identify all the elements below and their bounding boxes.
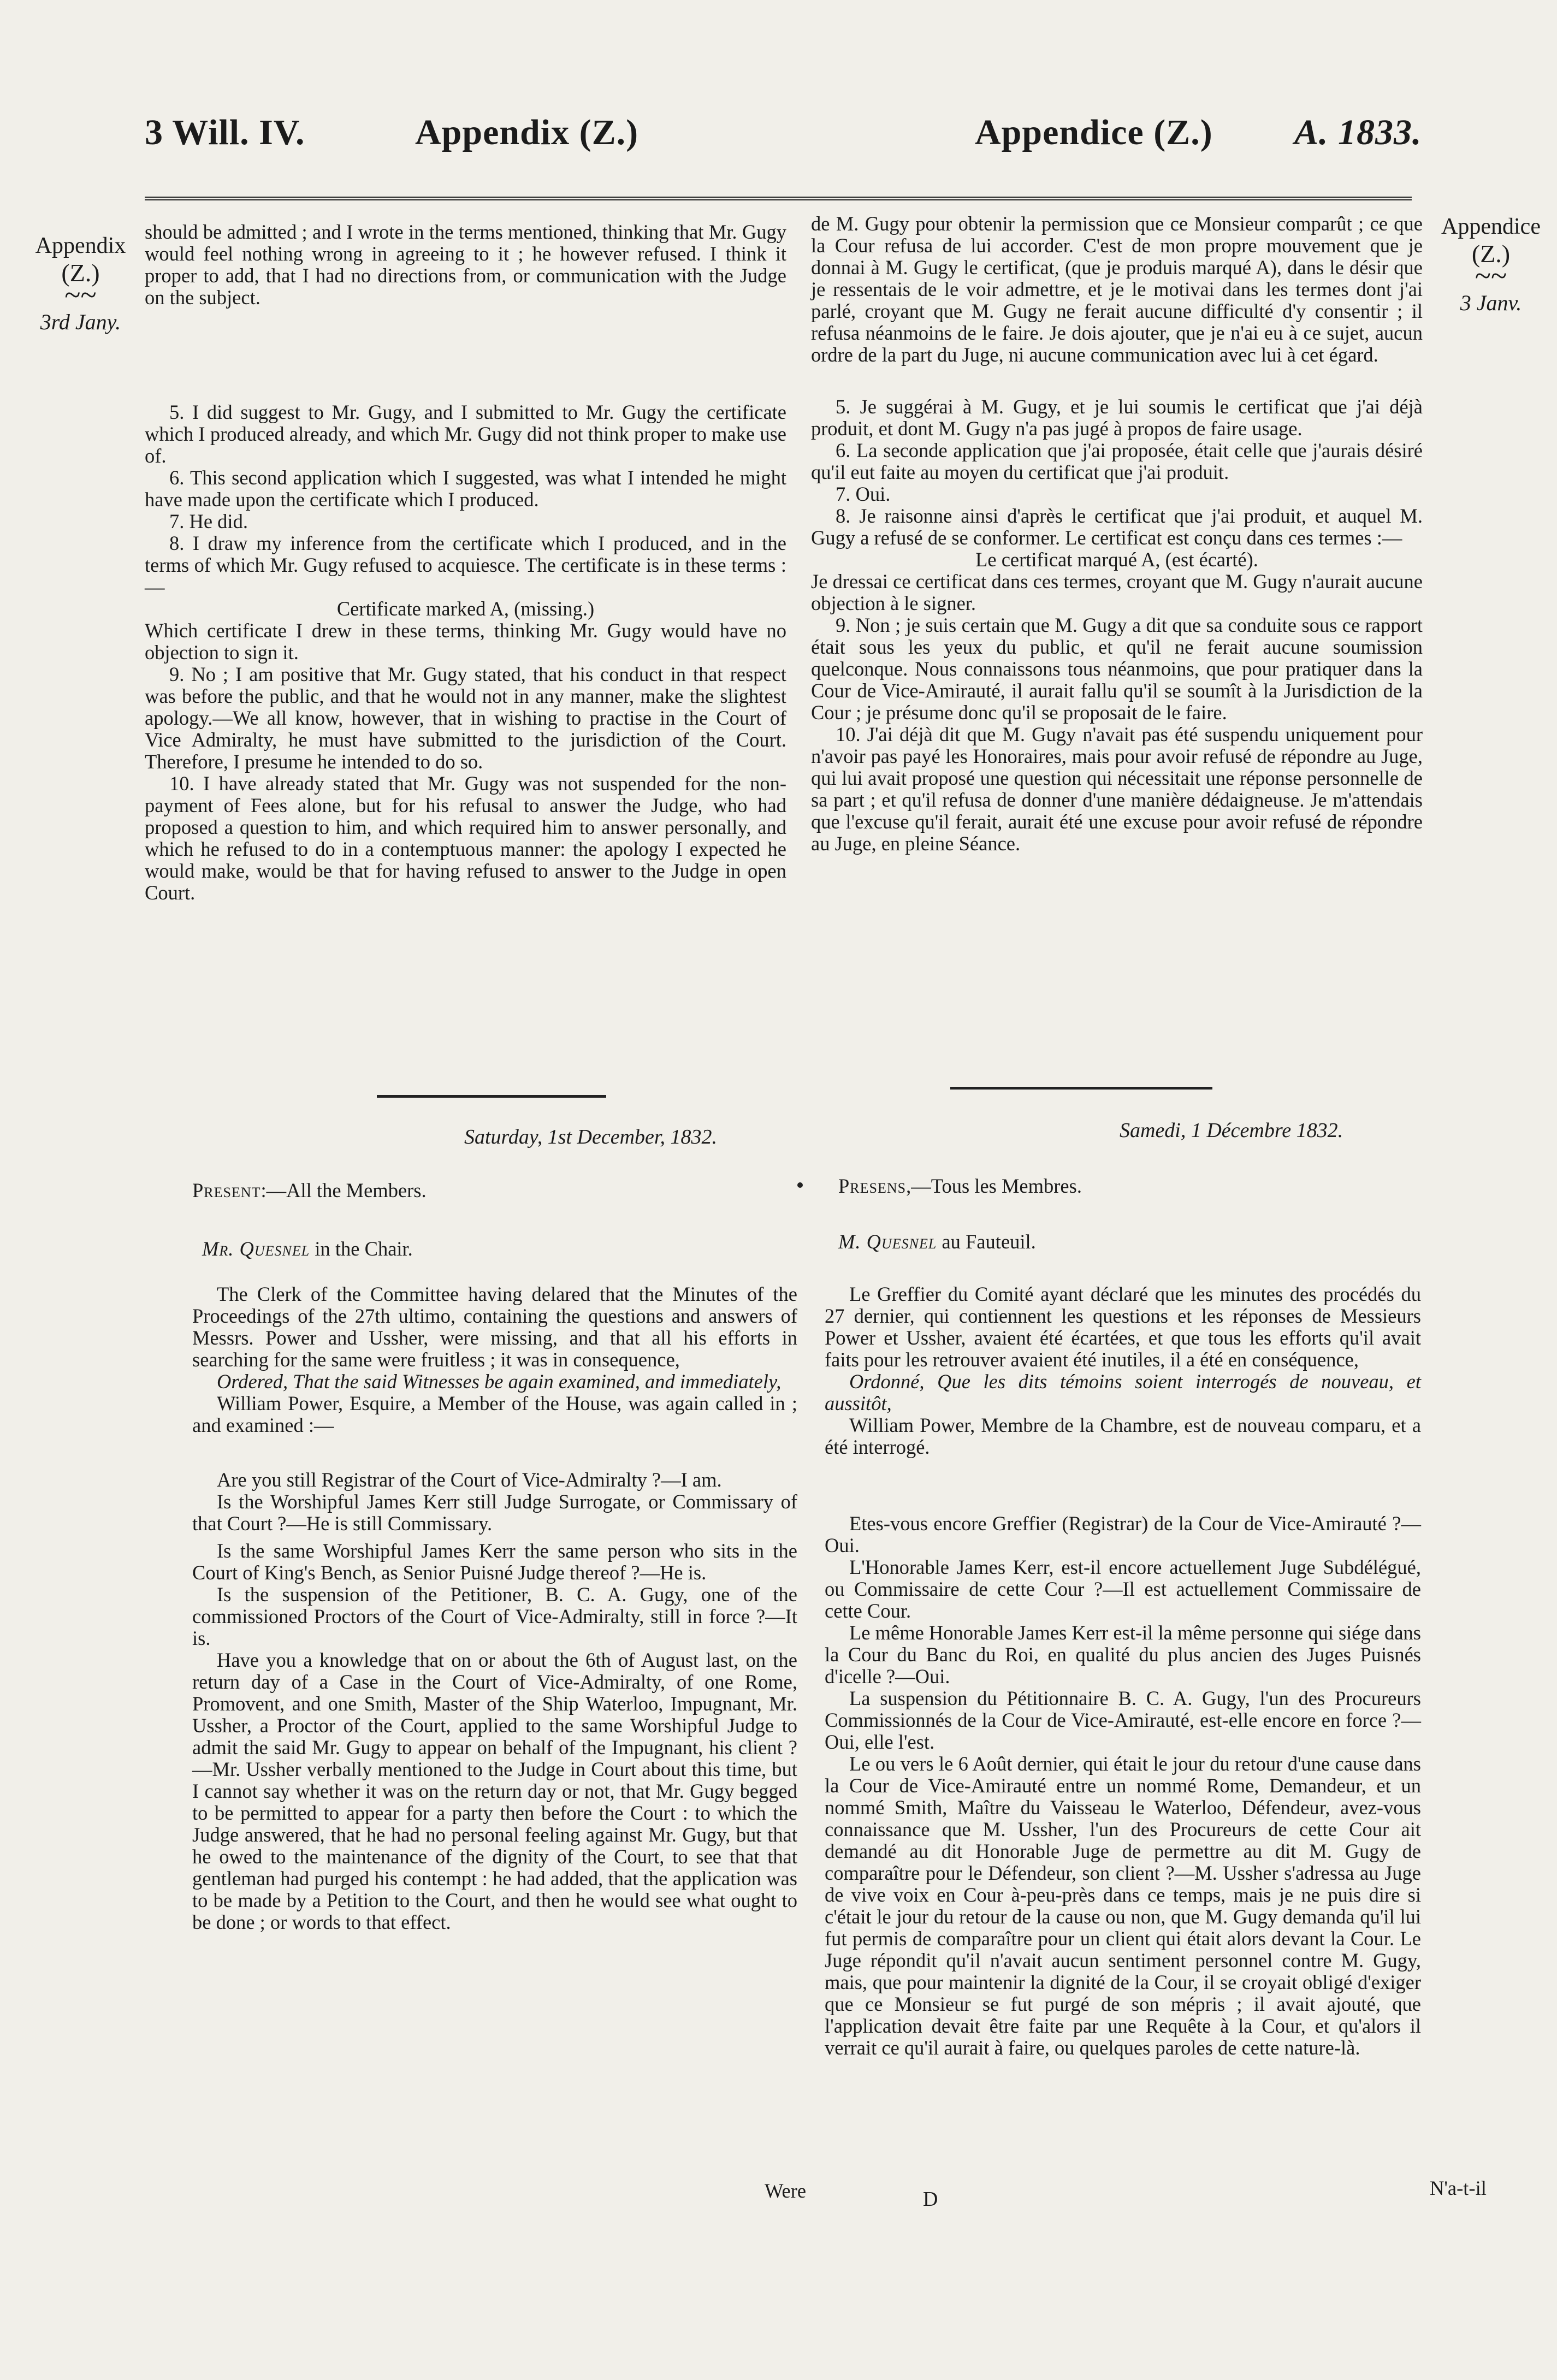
blank-space bbox=[811, 366, 1423, 396]
question: Is the same Worshipful James Kerr the same person who sits in the Court of King's Bench, as Senior Puisné Judge thereof ?—He is. bbox=[192, 1540, 797, 1584]
chair-name: M. Quesnel bbox=[838, 1230, 937, 1253]
paragraph: 8. Je raisonne ainsi d'après le certificat que j'ai produit, et auquel M. Gugy a refusé de se conformer. Le certificat est conçu dans ces termes :— bbox=[811, 505, 1423, 549]
chair-line-english bbox=[202, 1237, 413, 1260]
question: L'Honorable James Kerr, est-il encore actuellement Juge Subdélégué, ou Commissaire de cette Cour ?—Il est actuellement Commissaire de cette Cour. bbox=[825, 1556, 1421, 1622]
french-column-top bbox=[811, 213, 1423, 855]
margin-right-swash: ~~ bbox=[1475, 259, 1507, 292]
paragraph: 8. I draw my inference from the certificate which I produced, and in the terms of which Mr. Gugy refused to acquiesce. The certificate is in these terms :— bbox=[145, 532, 786, 598]
signature-mark: D bbox=[923, 2188, 938, 2211]
paragraph: 6. La seconde application que j'ai proposée, était celle que j'aurais désiré qu'il eut faite au moyen du certificat que j'ai produit. bbox=[811, 439, 1423, 483]
question: La suspension du Pétitionnaire B. C. A. Gugy, l'un des Procureurs Commissionnés de la Cour de Vice-Amirauté, est-elle encore en force ?—Oui, elle l'est. bbox=[825, 1687, 1421, 1753]
margin-left-date: 3rd Jany. bbox=[40, 310, 121, 334]
paragraph: William Power, Esquire, a Member of the House, was again called in ; and examined :— bbox=[192, 1392, 797, 1436]
present-line-english bbox=[192, 1179, 427, 1202]
present-label: Presens bbox=[838, 1175, 907, 1197]
margin-right-letter: (Z.) bbox=[1471, 240, 1511, 268]
present-text: :—All the Members. bbox=[261, 1179, 427, 1201]
paragraph: Certificate marked A, (missing.) bbox=[336, 597, 595, 620]
paragraph: Which certificate I drew in these terms, thinking Mr. Gugy would have no objection to sign it. bbox=[145, 619, 786, 664]
paragraph: should be admitted ; and I wrote in the terms mentioned, thinking that Mr. Gugy would feel nothing wrong in agreeing to it ; he however refused. I think it proper to add, that I had no directions from, or communication with the Judge on the subject. bbox=[145, 221, 786, 309]
section-rule-left bbox=[377, 1095, 606, 1098]
regnal-year-left: 3 Will. IV. bbox=[145, 113, 305, 152]
paragraph: The Clerk of the Committee having delared that the Minutes of the Proceedings of the 27th ultimo, containing the questions and answers of Messrs. Power and Ussher, were missing, and that all his efforts in searching for the same were fruitless ; it was in consequence, bbox=[192, 1283, 797, 1371]
chair-line-french bbox=[838, 1230, 1036, 1253]
paragraph: William Power, Membre de la Chambre, est de nouveau comparu, et a été interrogé. bbox=[825, 1414, 1421, 1458]
present-text: ,—Tous les Membres. bbox=[906, 1175, 1082, 1197]
paragraph: 7. He did. bbox=[169, 510, 248, 532]
sitting-date-french: Samedi, 1 Décembre 1832. bbox=[1120, 1119, 1343, 1142]
present-label: Present bbox=[192, 1179, 261, 1201]
header-rule bbox=[145, 197, 1412, 200]
appendix-title-french: Appendice (Z.) bbox=[975, 113, 1213, 152]
year-right: A. 1833. bbox=[1294, 113, 1422, 152]
question: Le même Honorable James Kerr est-il la même personne qui siége dans la Cour du Banc du Roi, en qualité du plus ancien des Juges Puisnés d'icelle ?—Oui. bbox=[825, 1621, 1421, 1688]
chair-text: au Fauteuil. bbox=[937, 1230, 1036, 1253]
english-column-top bbox=[145, 221, 786, 904]
paragraph: Ordered, That the said Witnesses be again examined, and immediately, bbox=[217, 1370, 782, 1393]
blank-space bbox=[145, 309, 786, 401]
margin-left-swash: ~~ bbox=[64, 279, 97, 311]
chair-text: in the Chair. bbox=[310, 1238, 413, 1260]
english-column-bottom bbox=[192, 1283, 797, 1933]
margin-left-title: Appendix bbox=[35, 233, 126, 258]
margin-right-title: Appendice bbox=[1441, 214, 1541, 239]
chair-name: Mr. Quesnel bbox=[202, 1238, 310, 1260]
printer-dot bbox=[797, 1182, 803, 1188]
question: Etes-vous encore Greffier (Registrar) de la Cour de Vice-Amirauté ?—Oui. bbox=[825, 1512, 1421, 1556]
blank-space bbox=[192, 1436, 797, 1469]
paragraph: 5. I did suggest to Mr. Gugy, and I submitted to Mr. Gugy the certificate which I produced already, and which Mr. Gugy did not think proper to make use of. bbox=[145, 401, 786, 467]
sitting-date-english: Saturday, 1st December, 1832. bbox=[464, 1126, 717, 1148]
blank-space bbox=[825, 1458, 1421, 1513]
question: Have you a knowledge that on or about the 6th of August last, on the return day of a Case in the Court of Vice-Admiralty, of one Rome, Promovent, and one Smith, Master of the Ship Waterloo, Impugnant, Mr. Ussher, a Proctor of the Court, applied to the same Worshipful Judge to admit the said Mr. Gugy to appear on behalf of the Impugnant, his client ?—Mr. Ussher verbally mentioned to the Judge in Court about this time, but I cannot say whether it was on the return day or not, that Mr. Gugy begged to be permitted to appear for a party then before the Court : to which the Judge answered, that he had no personal feeling against Mr. Gugy, but that he owed to the maintenance of the dignity of the Court, to see that that gentleman had purged his contempt : he had added, that the application was to be made by a Petition to the Court, and then he would see what ought to be done ; or words to that effect. bbox=[192, 1649, 797, 1933]
question: Are you still Registrar of the Court of Vice-Admiralty ?—I am. bbox=[217, 1469, 722, 1491]
paragraph: 9. No ; I am positive that Mr. Gugy stated, that his conduct in that respect was before the public, and that he would not in any manner, make the slightest apology.—We all know, however, that in wishing to practise in the Court of Vice Admiralty, he must have submitted to the jurisdiction of the Court. Therefore, I presume he intended to do so. bbox=[145, 663, 786, 773]
section-rule-right bbox=[950, 1087, 1212, 1090]
paragraph: 9. Non ; je suis certain que M. Gugy a dit que sa conduite sous ce rapport était sous les yeux du public, et qu'il ne ferait aucune soumission quelconque. Nous connaissons tous néanmoins, que pour pratiquer dans la Cour de Vice-Amirauté, il aurait fallu qu'il se soumît à la Jurisdiction de la Cour ; je présume donc qu'il se proposait de le faire. bbox=[811, 614, 1423, 724]
margin-left-letter: (Z.) bbox=[61, 259, 100, 287]
paragraph: 7. Oui. bbox=[836, 483, 891, 505]
appendix-title-english: Appendix (Z.) bbox=[415, 113, 639, 152]
margin-note-left bbox=[22, 232, 139, 336]
question: Is the suspension of the Petitioner, B. C. A. Gugy, one of the commissioned Proctors of the Court of Vice-Admiralty, still in force ?—It is. bbox=[192, 1583, 797, 1649]
margin-note-right bbox=[1431, 213, 1551, 317]
paragraph: 5. Je suggérai à M. Gugy, et je lui soumis le certificat que j'ai déjà produit, et dont M. Gugy n'a pas jugé à propos de faire usage. bbox=[811, 395, 1423, 440]
paragraph: de M. Gugy pour obtenir la permission que ce Monsieur comparût ; ce que la Cour refusa de lui accorder. C'est de mon propre mouvement que je donnai à M. Gugy le certificat, (que je produis marqué A), dans le désir que je ressentais de le voir admettre, et je le motivai dans les termes dont j'ai parlé, croyant que M. Gugy ne ferait aucune difficulté d'y consentir ; il refusa néanmoins de le faire. Je dois ajouter, que je n'ai eu à ce sujet, aucun ordre de la part du Juge, ni aucune communication avec lui à cet égard. bbox=[811, 212, 1423, 366]
question: Is the Worshipful James Kerr still Judge Surrogate, or Commissary of that Court ?—He is still Commissary. bbox=[192, 1490, 797, 1535]
paragraph: 10. I have already stated that Mr. Gugy was not suspended for the non-payment of Fees alone, but for his refusal to answer the Judge, who had proposed a question to him, and which required him to answer personally, and which he refused to do in a contemptuous manner: the apology I expected he would make, would be that for having refused to answer to the Judge in open Court. bbox=[145, 772, 786, 904]
present-line-french bbox=[838, 1174, 1082, 1198]
catchword-french: N'a-t-il bbox=[1430, 2177, 1487, 2199]
paragraph: 6. This second application which I suggested, was what I intended he might have made upon the certificate which I produced. bbox=[145, 466, 786, 511]
paragraph: Le certificat marqué A, (est écarté). bbox=[975, 548, 1258, 571]
paragraph: Je dressai ce certificat dans ces termes, croyant que M. Gugy n'aurait aucune objection à le signer. bbox=[811, 570, 1423, 614]
paragraph: 10. J'ai déjà dit que M. Gugy n'avait pas été suspendu uniquement pour n'avoir pas payé les Honoraires, mais pour avoir refusé de répondre au Juge, qui lui avait proposé une question qui nécessitait une réponse personnelle de sa part ; et qu'il refusa de donner d'une manière dédaigneuse. Je m'attendais que l'excuse qu'il ferait, aurait été une excuse pour avoir refusé de répondre au Juge, en pleine Séance. bbox=[811, 723, 1423, 855]
question: Le ou vers le 6 Août dernier, qui était le jour du retour d'une cause dans la Cour de Vice-Amirauté entre un nommé Rome, Demandeur, et un nommé Smith, Maître du Vaisseau le Waterloo, Défendeur, avez-vous connaissance que M. Ussher, l'un des Procureurs de cette Cour ait demandé au dit Honorable Juge de permettre au dit M. Gugy de comparaître pour le Défendeur, son client ?—M. Ussher s'adressa au Juge de vive voix en Cour à-peu-près dans ce temps, mais je ne puis dire si c'était le jour du retour de la cause ou non, que M. Gugy demanda qu'il lui fut permis de comparaître pour un client qui était alors devant la Cour. Le Juge répondit qu'il n'avait aucun sentiment personnel contre M. Gugy, mais, que pour maintenir la dignité de la Cour, il se croyait obligé d'exiger que ce Monsieur se fut purgé de son mépris ; il avait ajouté, que l'application devait être faite par une Requête à la Cour, et qu'alors il verrait ce qu'il aurait à faire, ou quelques paroles de cette nature-là. bbox=[825, 1753, 1421, 2059]
paragraph: Le Greffier du Comité ayant déclaré que les minutes des procédés du 27 dernier, qui contiennent les questions et les réponses de Messieurs Power et Ussher, avaient été écartées, et que tous les efforts qu'il avait faits pour les retrouver avaient été inutiles, il a été en conséquence, bbox=[825, 1283, 1421, 1371]
margin-right-date: 3 Janv. bbox=[1460, 291, 1522, 315]
french-column-bottom bbox=[825, 1283, 1421, 2059]
catchword-english: Were bbox=[765, 2180, 807, 2202]
paragraph: Ordonné, Que les dits témoins soient interrogés de nouveau, et aussitôt, bbox=[825, 1370, 1421, 1414]
